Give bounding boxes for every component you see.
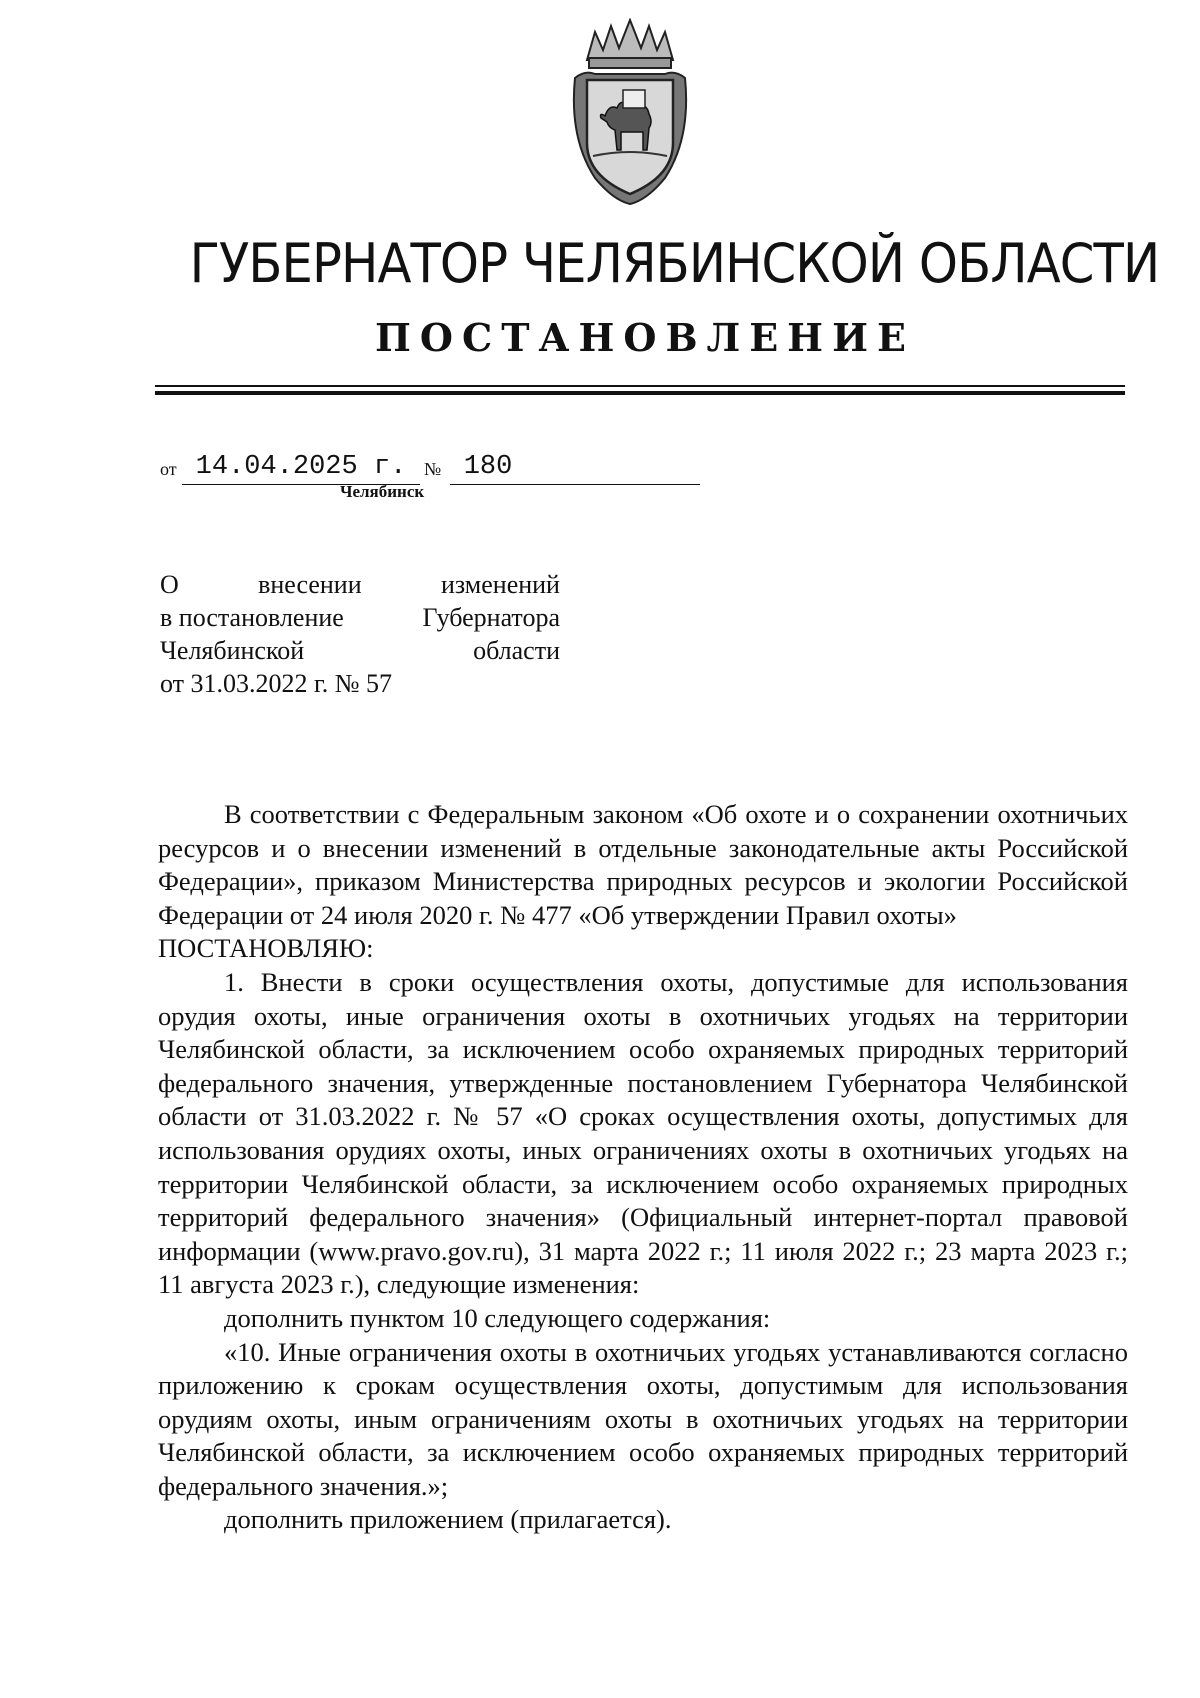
item-1-paragraph: 1. Внести в сроки осуществления охоты, допустимые для использования орудия охоты, иные ограничения охоты в охотничьих угодьях на территории Челябинской области, за исключением особо охраняемых природных территорий федерального значения, утвержденные постановлением Губернатора Челябинской области от 31.03.2022 г. № 57 «О сроках осуществления охоты, допустимых для использования орудиях охоты, иных ограничениях охоты в охотничьих угодьях на территории Челябинской области, за исключением особо охраняемых природных территорий федерального значения» (Официальный интернет-портал правовой информации (www.pravo.gov.ru), 31 марта 2022 г.; 11 июля 2022 г.; 23 марта 2023 г.; 11 августа 2023 г.), следующие изменения: <box>158 966 1128 1300</box>
add-appendix-paragraph: дополнить приложением (прилагается). <box>224 1504 672 1535</box>
subject-line-1: О внесении изменений <box>160 570 560 599</box>
point-10-paragraph: «10. Иные ограничения охоты в охотничьих угодьях устанавливаются согласно приложению к срокам осуществления охоты, допустимым для использования орудиям охоты, иным ограничениям охоты в охотничьих угодьях на территории Челябинской области, за исключением особо охраняемых природных территорий федерального значения.»; <box>158 1336 1128 1501</box>
document-date: 14.04.2025 г. <box>195 452 407 482</box>
number-underline <box>450 484 700 485</box>
subject-line-4: от 31.03.2022 г. № 57 <box>160 669 393 698</box>
document-number: 180 <box>463 452 513 482</box>
document-body <box>158 798 1128 1537</box>
decree-word: ПОСТАНОВЛЯЮ: <box>158 933 374 964</box>
number-prefix: № <box>424 459 442 479</box>
subject-block <box>160 568 560 700</box>
subject-line-3: Челябинской области <box>160 636 560 665</box>
city-name: Челябинск <box>340 482 425 501</box>
document-type: ПОСТАНОВЛЕНИЕ <box>375 315 915 360</box>
date-prefix: от <box>160 459 177 479</box>
subject-line-2: в постановление Губернатора <box>160 603 560 632</box>
add-point-paragraph: дополнить пунктом 10 следующего содержания: <box>224 1302 771 1333</box>
org-title: ГУБЕРНАТОР ЧЕЛЯБИНСКОЙ ОБЛАСТИ <box>189 232 1160 295</box>
date-number-line <box>160 446 760 486</box>
header-rule-thick <box>155 391 1125 395</box>
preamble-paragraph: В соответствии с Федеральным законом «Об охоте и о сохранении охотничьих ресурсов и о внесении изменений в отдельные законодательные акты Российской Федерации», приказом Министерства природных ресурсов и экологии Российской Федерации от 24 июля 2020 г. № 477 «Об утверждении Правил охоты» <box>158 799 1128 930</box>
header-rule-thin <box>155 385 1125 387</box>
coat-of-arms-icon <box>565 18 695 208</box>
